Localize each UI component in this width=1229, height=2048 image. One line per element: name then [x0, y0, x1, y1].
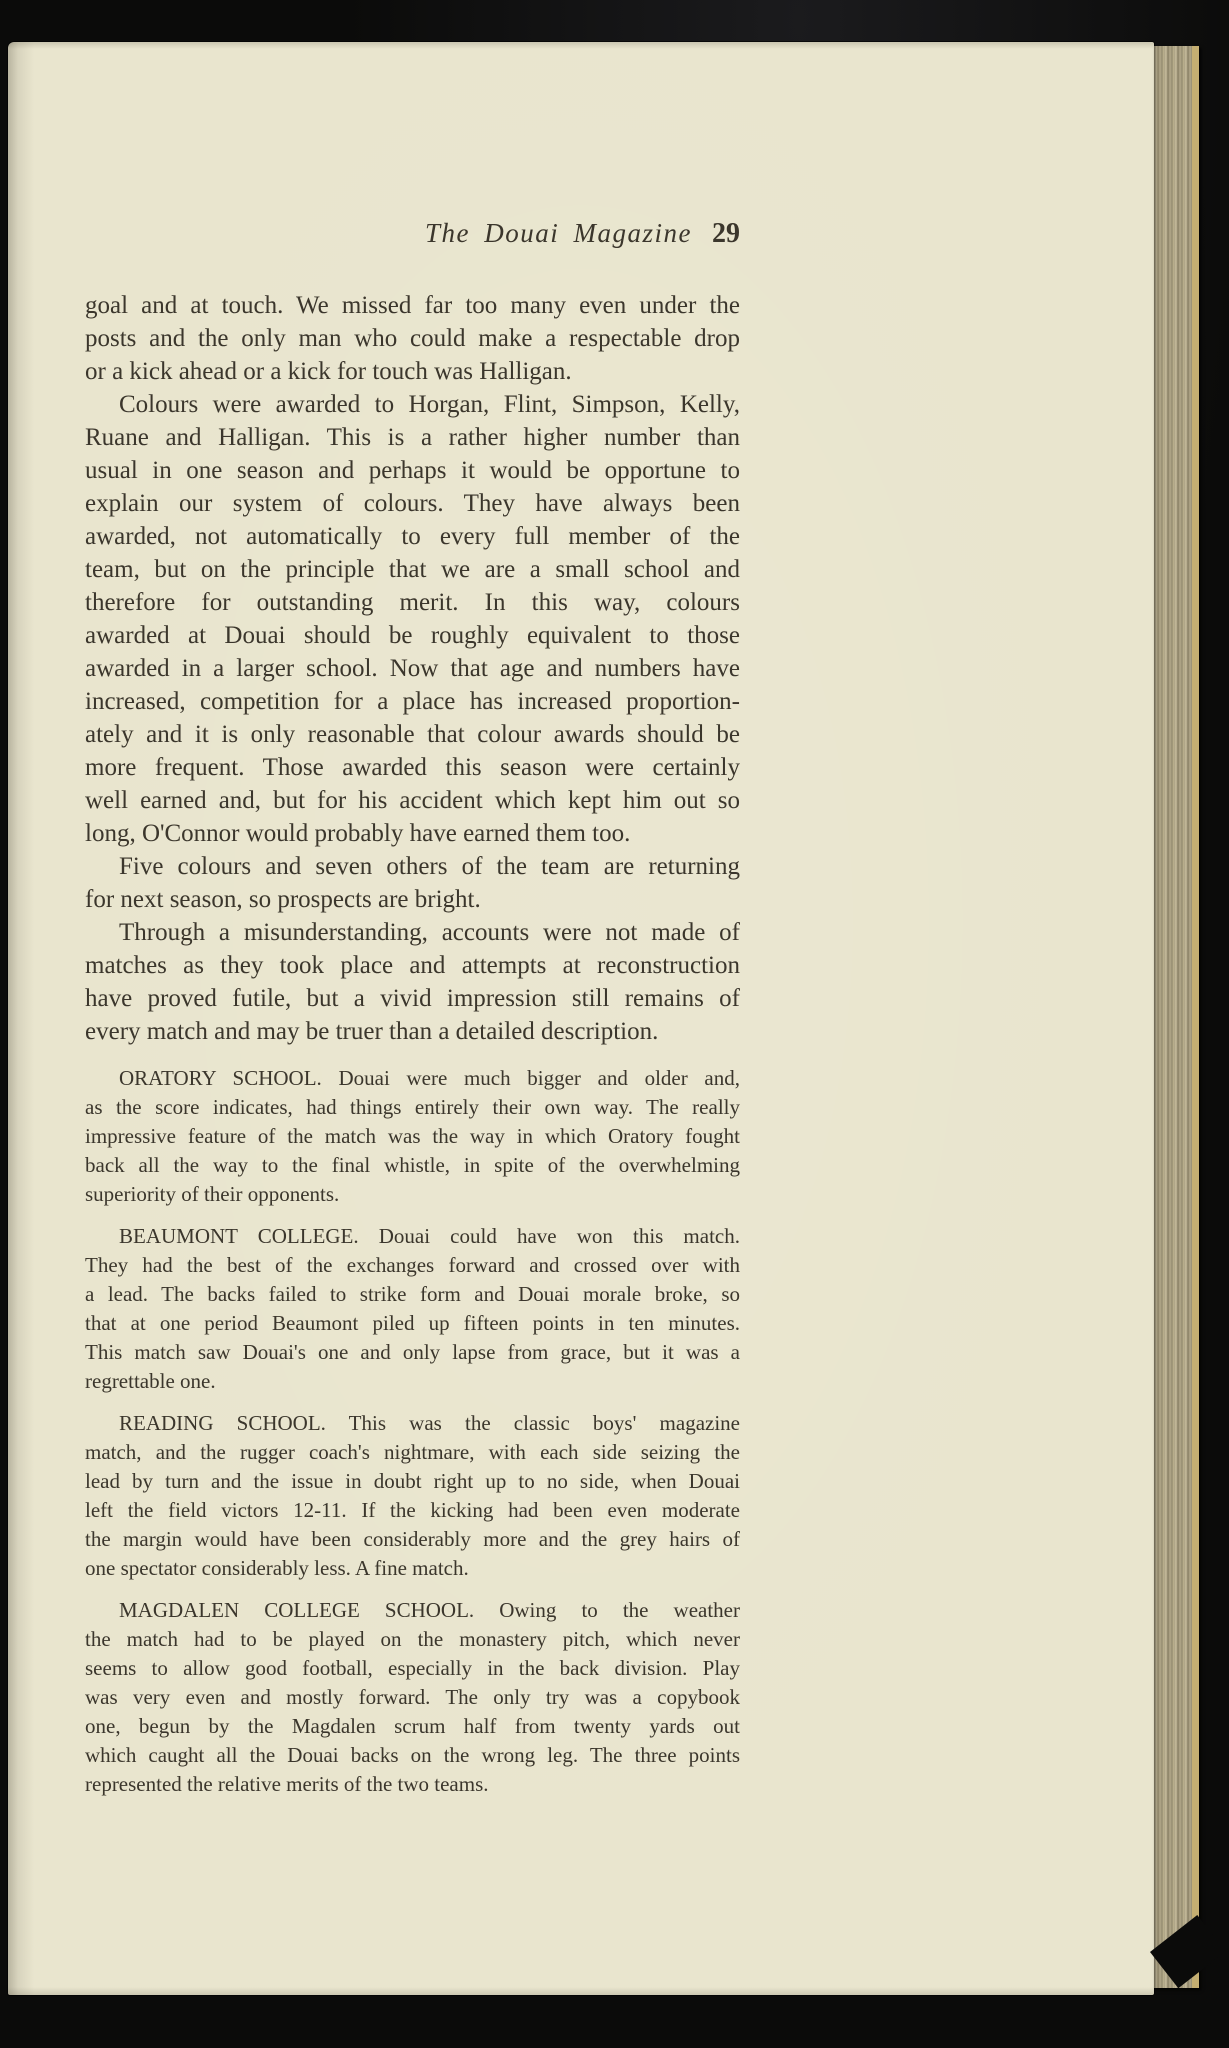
text-line: usual in one season and perhaps it would be opportune to: [85, 457, 740, 484]
text-line: ORATORY SCHOOL. Douai were much bigger and older and,: [119, 1066, 740, 1090]
text-line: which caught all the Douai backs on the wrong leg. The three points: [85, 1743, 740, 1767]
text-line: MAGDALEN COLLEGE SCHOOL. Owing to the weather: [119, 1598, 740, 1622]
paragraph: [85, 388, 740, 850]
text-line: that at one period Beaumont piled up fifteen points in ten minutes.: [85, 1311, 740, 1335]
body-text: [85, 289, 740, 1048]
text-line: goal and at touch. We missed far too many even under the: [85, 292, 740, 319]
text-line: Colours were awarded to Horgan, Flint, Simpson, Kelly,: [119, 391, 740, 418]
text-line: awarded in a larger school. Now that age and numbers have: [85, 655, 740, 682]
text-line: back all the way to the final whistle, in spite of the overwhelming: [85, 1153, 740, 1177]
text-line: posts and the only man who could make a respectable drop: [85, 325, 740, 352]
text-line: Ruane and Halligan. This is a rather higher number than: [85, 424, 740, 451]
text-line: well earned and, but for his accident which kept him out so: [85, 787, 740, 814]
paragraph: [85, 1596, 740, 1799]
text-line: regrettable one.: [85, 1369, 216, 1393]
text-line: therefore for outstanding merit. In this way, colours: [85, 589, 740, 616]
text-line: ately and it is only reasonable that colour awards should be: [85, 721, 740, 748]
text-line: match, and the rugger coach's nightmare, with each side seizing the: [85, 1440, 740, 1464]
text-line: was very even and mostly forward. The only try was a copybook: [85, 1685, 740, 1709]
text-line: They had the best of the exchanges forward and crossed over with: [85, 1253, 740, 1277]
paragraph: [85, 1409, 740, 1583]
match-reports: [85, 1064, 740, 1799]
paragraph: [85, 916, 740, 1048]
text-line: awarded at Douai should be roughly equivalent to those: [85, 622, 740, 649]
text-line: READING SCHOOL. This was the classic boys' magazine: [119, 1411, 740, 1435]
text-line: as the score indicates, had things entirely their own way. The really: [85, 1095, 740, 1119]
text-line: team, but on the principle that we are a small school and: [85, 556, 740, 583]
text-line: have proved futile, but a vivid impression still remains of: [85, 985, 740, 1012]
book-page-edges: [1154, 46, 1199, 1988]
text-line: represented the relative merits of the two teams.: [85, 1772, 489, 1796]
text-line: explain our system of colours. They have always been: [85, 490, 740, 517]
magazine-title: The Douai Magazine: [425, 218, 692, 248]
text-column: [85, 289, 740, 1799]
text-line: every match and may be truer than a detailed description.: [85, 1018, 659, 1045]
text-line: increased, competition for a place has increased proportion-: [85, 688, 740, 715]
paragraph: [85, 1064, 740, 1209]
text-line: awarded, not automatically to every full member of the: [85, 523, 740, 550]
text-line: a lead. The backs failed to strike form and Douai morale broke, so: [85, 1282, 740, 1306]
text-line: left the field victors 12-11. If the kicking had been even moderate: [85, 1498, 740, 1522]
running-header: [85, 218, 740, 250]
text-line: This match saw Douai's one and only lapse from grace, but it was a: [85, 1340, 740, 1364]
text-line: BEAUMONT COLLEGE. Douai could have won this match.: [119, 1224, 740, 1248]
text-line: one, begun by the Magdalen scrum half from twenty yards out: [85, 1714, 740, 1738]
text-line: seems to allow good football, especially in the back division. Play: [85, 1656, 740, 1680]
text-line: one spectator considerably less. A fine match.: [85, 1556, 469, 1580]
paragraph: [85, 289, 740, 388]
text-line: for next season, so prospects are bright.: [85, 886, 481, 913]
text-line: long, O'Connor would probably have earned them too.: [85, 820, 631, 847]
text-line: lead by turn and the issue in doubt right up to no side, when Douai: [85, 1469, 740, 1493]
magazine-page: [8, 42, 1154, 1995]
paragraph: [85, 850, 740, 916]
text-line: impressive feature of the match was the way in which Oratory fought: [85, 1124, 740, 1148]
paragraph: [85, 1222, 740, 1396]
text-line: or a kick ahead or a kick for touch was Halligan.: [85, 358, 572, 385]
text-line: Through a misunderstanding, accounts were not made of: [119, 919, 740, 946]
text-line: the margin would have been considerably more and the grey hairs of: [85, 1527, 740, 1551]
text-line: superiority of their opponents.: [85, 1182, 340, 1206]
text-line: more frequent. Those awarded this season were certainly: [85, 754, 740, 781]
text-line: Five colours and seven others of the team are returning: [119, 853, 740, 880]
page-number: 29: [712, 218, 740, 249]
text-line: the match had to be played on the monastery pitch, which never: [85, 1627, 740, 1651]
text-line: matches as they took place and attempts at reconstruction: [85, 952, 740, 979]
